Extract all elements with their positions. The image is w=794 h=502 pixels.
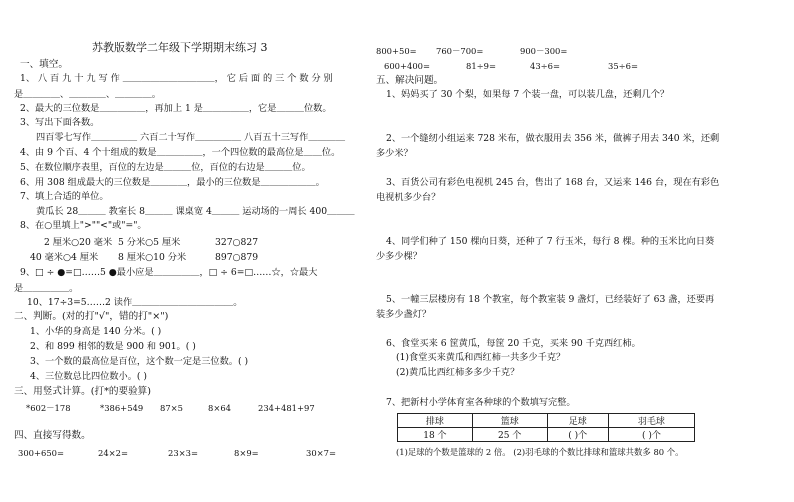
question-5: 5、在数位顺序表里，百位的左边是＿＿＿位，百位的右边是＿＿＿位。	[20, 162, 311, 173]
problem-1: 1、妈妈买了 30 个梨，如果每 7 个装一盘，可以装几盘，还剩几个？	[386, 89, 670, 100]
question-10: 10、17÷3=5……2 读作＿＿＿＿＿＿＿＿＿＿＿。	[27, 297, 243, 308]
problem-2-line-1: 2、一个缝纫小组运来 728 米布，做衣服用去 356 米，做裤子用去 340 米，还剩	[386, 133, 720, 144]
question-2: 2、最大的三位数是＿＿＿＿＿，再加上 1 是＿＿＿＿＿，它是＿＿＿位数。	[20, 103, 332, 114]
calc-item: 8×64	[208, 403, 232, 413]
direct-item: 24×2=	[98, 448, 129, 458]
calc-item: 87×5	[160, 403, 184, 413]
problem-7: 7、把新村小学体育室各种球的个数填写完整。	[386, 397, 576, 408]
problem-2-line-2: 多少米？	[376, 148, 413, 159]
question-4: 4、由 9 个百、4 个十组成的数是＿＿＿＿＿，一个四位数的最高位是＿＿位。	[20, 147, 341, 158]
table-cell: ( )个	[608, 428, 694, 442]
judge-1: 1、小华的身高是 140 分米。( )	[30, 326, 162, 337]
problem-4-line-2: 少多少棵？	[376, 251, 422, 262]
problem-6-part-2: (2)黄瓜比西红柿多多少千克？	[396, 367, 520, 378]
direct-item: 600+400=	[384, 61, 431, 71]
question-3-items: 四百零七写作＿＿＿＿＿ 六百二十写作＿＿＿＿＿ 八百五十三写作＿＿＿＿	[36, 132, 346, 143]
table-header-cell: 排球	[398, 414, 473, 428]
question-6: 6、用 308 组成最大的三位数是＿＿＿＿，最小的三位数是＿＿＿＿＿＿。	[20, 177, 325, 188]
compare-item: 8 厘米○10 分米	[118, 252, 187, 263]
direct-item: 900－300=	[520, 46, 568, 56]
table-cell: 25 个	[472, 428, 547, 442]
ball-count-table	[397, 413, 695, 442]
judge-3: 3、一个数的最高位是百位，这个数一定是三位数。( )	[30, 356, 249, 367]
question-7: 7、填上合适的单位。	[20, 191, 109, 202]
direct-item: 30×7=	[306, 448, 337, 458]
problem-4-line-1: 4、同学们种了 150 棵向日葵，还种了 7 行玉米，每行 8 棵。种的玉米比向日葵	[386, 236, 715, 247]
calc-item: *602－178	[26, 403, 71, 413]
compare-item: 327○827	[215, 237, 259, 248]
compare-item: 897○879	[215, 252, 259, 263]
problem-6-part-1: (1)食堂买来黄瓜和西红柿一共多少千克？	[396, 352, 566, 363]
question-3: 3、写出下面各数。	[20, 117, 100, 128]
direct-item: 43÷6=	[530, 61, 561, 71]
question-1-line-1: 1、 八 百 九 十 九 写 作 ＿＿＿＿＿＿＿＿＿＿， 它 后 面 的 三 个 数 分 别	[20, 73, 333, 84]
calc-item: 234+481+97	[258, 403, 315, 413]
compare-item: 40 毫米○4 厘米	[30, 252, 99, 263]
question-9-line-2: 是＿＿＿＿＿。	[14, 283, 79, 294]
problem-3-line-2: 电视机多少台？	[376, 192, 441, 203]
problem-6: 6、食堂买来 6 筐黄瓜，每筐 20 千克，买来 90 千克西红柿。	[386, 338, 641, 349]
problem-7-notes: (1)足球的个数是篮球的 2 倍。 (2)羽毛球的个数比排球和篮球共数多 80 个。	[396, 447, 684, 457]
question-7-items: 黄瓜长 28＿＿＿ 教室长 8＿＿＿ 课桌宽 4＿＿＿ 运动场的一周长 400＿＿＿	[36, 206, 355, 217]
table-header-cell: 羽毛球	[608, 414, 694, 428]
table-row	[398, 428, 695, 442]
table-cell: 18 个	[398, 428, 473, 442]
table-cell: ( )个	[547, 428, 608, 442]
question-1-line-2: 是＿＿＿＿、＿＿＿＿、＿＿＿＿。	[14, 89, 161, 100]
direct-item: 760－700=	[436, 46, 484, 56]
judge-2: 2、和 899 相邻的数是 900 和 901。( )	[30, 341, 196, 352]
table-header-row	[398, 414, 695, 428]
direct-item: 35÷6=	[608, 61, 639, 71]
question-8: 8、在○里填上">""<"或"="。	[20, 220, 147, 231]
section-1-heading: 一、填空。	[20, 59, 68, 70]
compare-item: 2 厘米○20 毫米	[44, 237, 113, 248]
compare-item: 5 分米○5 厘米	[118, 237, 181, 248]
problem-5-line-2: 装多少盏灯？	[376, 309, 432, 320]
section-5-heading: 五、解决问题。	[376, 75, 444, 86]
table-header-cell: 足球	[547, 414, 608, 428]
judge-4: 4、三位数总比四位数小。( )	[30, 371, 147, 382]
direct-item: 800+50=	[376, 46, 417, 56]
table-header-cell: 篮球	[472, 414, 547, 428]
section-2-heading: 二、判断。(对的打"√"，错的打"×")	[14, 311, 169, 322]
page-title: 苏教版数学二年级下学期期末练习 3	[92, 41, 268, 54]
direct-item: 23×3=	[168, 448, 199, 458]
direct-item: 300+650=	[18, 448, 65, 458]
section-3-heading: 三、用竖式计算。(打*的要验算)	[14, 386, 152, 397]
direct-item: 81÷9=	[466, 61, 497, 71]
problem-3-line-1: 3、百货公司有彩色电视机 245 台，售出了 168 台，又运来 146 台，现在有彩色	[386, 177, 720, 188]
question-9-line-1: 9、□ ÷ ●=□……5 ●最小应是＿＿＿＿＿，□ ÷ 6=□……☆，☆最大	[20, 267, 318, 278]
problem-5-line-1: 5、一幢三层楼房有 18 个教室，每个教室装 9 盏灯，已经装好了 63 盏，还要再	[386, 294, 715, 305]
section-4-heading: 四、直接写得数。	[14, 430, 91, 441]
direct-item: 8×9=	[234, 448, 259, 458]
calc-item: *386+549	[100, 403, 144, 413]
